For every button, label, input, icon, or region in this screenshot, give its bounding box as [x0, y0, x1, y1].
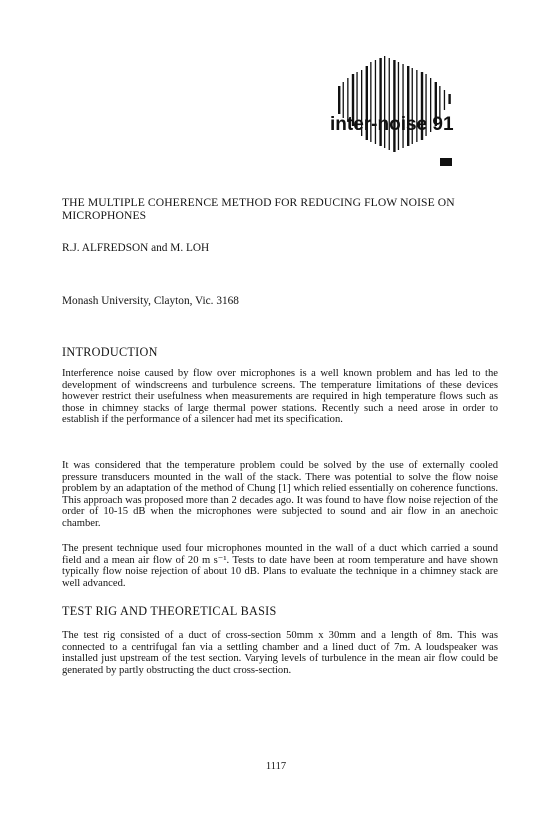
paper-title: THE MULTIPLE COHERENCE METHOD FOR REDUCING FLOW NOISE ON MICROPHONES — [62, 196, 455, 222]
inter-noise-logo — [318, 52, 468, 172]
intro-paragraph-3: The present technique used four microphones mounted in the wall of a duct which carried a sound field and a mean air flow of 20 m s⁻¹. Tests to date have been at room temperature and have shown typically flow noise rejection of about 10 dB. Plans to evaluate the technique in a chimney stack are well advanced. — [62, 543, 498, 589]
page-number: 1117 — [265, 761, 287, 772]
authors: R.J. ALFREDSON and M. LOH — [62, 242, 210, 254]
affiliation: Monash University, Clayton, Vic. 3168 — [62, 295, 239, 307]
australia-map-barcode-icon — [318, 52, 468, 172]
intro-paragraph-1: Interference noise caused by flow over microphones is a well known problem and has led to the development of windscreens and turbulence screens. The temperature limitations of these devices however restrict their usefulness when measurements are required in high temperature flows such as those in chimney stacks of large thermal power stations. Recently such a need arose in order to establish if the performance of a silencer had met its specification. — [62, 368, 498, 426]
intro-paragraph-2: It was considered that the temperature problem could be solved by the use of externally cooled pressure transducers mounted in the wall of the stack. There was potential to solve the flow noise problem by an adaptation of the method of Chung [1] which relied essentially on coherence functions. This approach was proposed more than 2 decades ago. It was found to have flow noise rejection of the order of 10-15 dB when the microphones were subjected to sound and air flow in an anechoic chamber. — [62, 460, 498, 529]
logo-wordmark: inter-noise 91 — [330, 114, 454, 135]
section-heading-introduction: INTRODUCTION — [62, 345, 158, 359]
section-heading-test-rig: TEST RIG AND THEORETICAL BASIS — [62, 604, 277, 618]
test-rig-paragraph-1: The test rig consisted of a duct of cross-section 50mm x 30mm and a length of 8m. This was connected to a centrifugal fan via a settling chamber and a lined duct of 7m. A loudspeaker was installed just upstream of the test section. Varying levels of turbulence in the mean air flow could be generated by partly obstructing the duct cross-section. — [62, 630, 498, 676]
